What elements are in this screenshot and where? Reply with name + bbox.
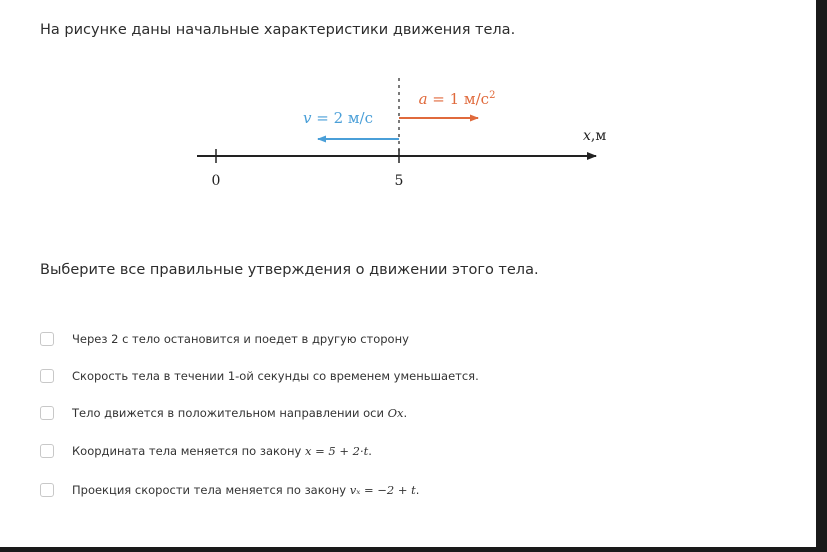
option-text: Через 2 с тело остановится и поедет в другую сторону bbox=[72, 332, 409, 346]
math-expression: x = 5 + 2·t bbox=[304, 444, 369, 458]
option-text-part: Проекция скорости тела меняется по закону bbox=[72, 483, 350, 497]
velocity-label: v = 2 м/с bbox=[302, 109, 374, 127]
option-3[interactable] bbox=[40, 403, 407, 423]
option-text bbox=[72, 406, 407, 420]
checkbox[interactable] bbox=[40, 369, 54, 383]
axis-label: x,м bbox=[583, 128, 607, 144]
instruction-text: Выберите все правильные утверждения о движении этого тела. bbox=[40, 262, 539, 278]
tick-label-5: 5 bbox=[394, 173, 404, 189]
option-2[interactable] bbox=[40, 366, 479, 386]
option-text: Скорость тела в течении 1-ой секунды со временем уменьшается. bbox=[72, 369, 479, 383]
option-text-part: . bbox=[403, 406, 408, 420]
checkbox[interactable] bbox=[40, 483, 54, 497]
option-text-part: Тело движется в положительном направлении оси bbox=[72, 406, 388, 420]
option-text-part: . bbox=[368, 444, 372, 458]
checkbox[interactable] bbox=[40, 406, 54, 420]
option-text bbox=[72, 483, 419, 497]
checkbox[interactable] bbox=[40, 332, 54, 346]
acceleration-label: a = 1 $м/с^2$ bbox=[418, 90, 496, 108]
window-frame-bottom bbox=[0, 547, 827, 552]
checkbox[interactable] bbox=[40, 444, 54, 458]
motion-diagram bbox=[0, 0, 827, 260]
option-4[interactable] bbox=[40, 441, 372, 461]
math-expression: Ox bbox=[387, 406, 404, 420]
math-expression: vₓ = −2 + t bbox=[349, 483, 416, 497]
option-5[interactable] bbox=[40, 480, 419, 500]
option-text bbox=[72, 444, 372, 458]
option-text-part: . bbox=[415, 483, 420, 497]
tick-label-0: 0 bbox=[211, 173, 221, 189]
option-1[interactable] bbox=[40, 329, 409, 349]
option-text-part: Координата тела меняется по закону bbox=[72, 444, 305, 458]
question-text: На рисунке даны начальные характеристики движения тела. bbox=[40, 22, 516, 38]
